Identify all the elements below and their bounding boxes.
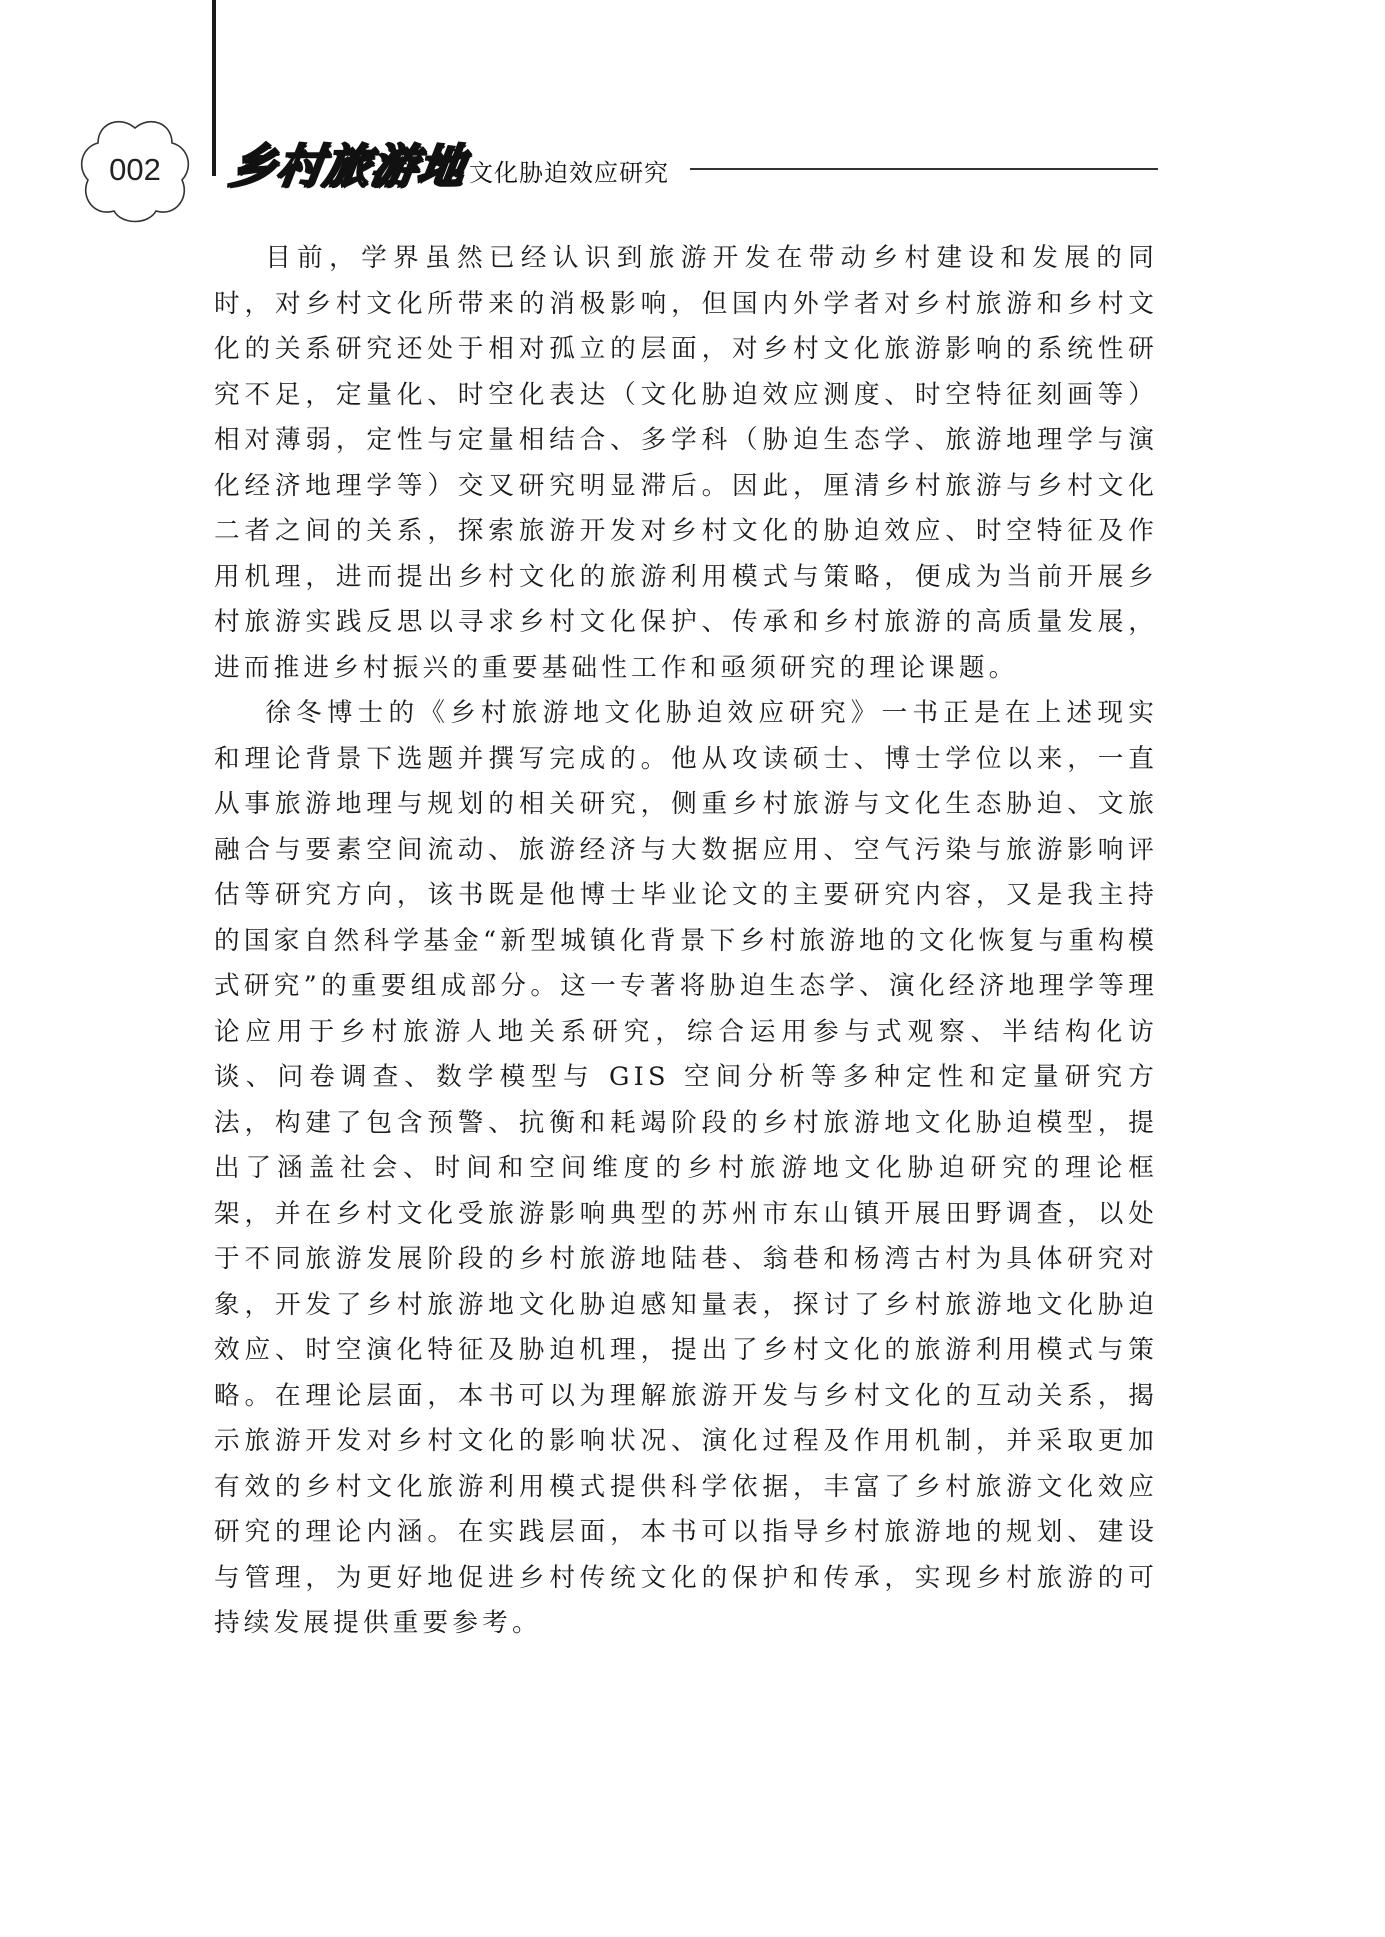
- paragraph-2: 徐冬博士的《乡村旅游地文化胁迫效应研究》一书正是在上述现实和理论背景下选题并撰写完成的。他从攻读硕士、博士学位以来，一直从事旅游地理与规划的相关研究，侧重乡村旅游与文化生态胁迫、文旅融合与要素空间流动、旅游经济与大数据应用、空气污染与旅游影响评估等研究方向，该书既是他博士毕业论文的主要研究内容，又是我主持的国家自然科学基金“新型城镇化背景下乡村旅游地的文化恢复与重构模式研究”的重要组成部分。这一专著将胁迫生态学、演化经济地理学等理论应用于乡村旅游人地关系研究，综合运用参与式观察、半结构化访谈、问卷调查、数学模型与 GIS 空间分析等多种定性和定量研究方法，构建了包含预警、抗衡和耗竭阶段的乡村旅游地文化胁迫模型，提出了涵盖社会、时间和空间维度的乡村旅游地文化胁迫研究的理论框架，并在乡村文化受旅游影响典型的苏州市东山镇开展田野调查，以处于不同旅游发展阶段的乡村旅游地陆巷、翁巷和杨湾古村为具体研究对象，开发了乡村旅游地文化胁迫感知量表，探讨了乡村旅游地文化胁迫效应、时空演化特征及胁迫机理，提出了乡村文化的旅游利用模式与策略。在理论层面，本书可以为理解旅游开发与乡村文化的互动关系，揭示旅游开发对乡村文化的影响状况、演化过程及作用机制，并采取更加有效的乡村文化旅游利用模式提供科学依据，丰富了乡村旅游文化效应研究的理论内涵。在实践层面，本书可以指导乡村旅游地的规划、建设与管理，为更好地促进乡村传统文化的保护和传承，实现乡村旅游的可持续发展提供重要参考。: [214, 698, 1158, 1638]
- page-number: 002: [109, 152, 161, 187]
- header-horizontal-rule: [690, 168, 1158, 170]
- running-header-title: [226, 134, 669, 193]
- header-vertical-rule: [212, 0, 216, 176]
- title-main: 乡村旅游地: [226, 139, 469, 193]
- page-number-badge: [80, 115, 190, 225]
- paragraph-1: 目前，学界虽然已经认识到旅游开发在带动乡村建设和发展的同时，对乡村文化所带来的消极影响，但国内外学者对乡村旅游和乡村文化的关系研究还处于相对孤立的层面，对乡村文化旅游影响的系统性研究不足，定量化、时空化表达（文化胁迫效应测度、时空特征刻画等）相对薄弱，定性与定量相结合、多学科（胁迫生态学、旅游地理学与演化经济地理学等）交叉研究明显滞后。因此，厘清乡村旅游与乡村文化二者之间的关系，探索旅游开发对乡村文化的胁迫效应、时空特征及作用机理，进而提出乡村文化的旅游利用模式与策略，便成为当前开展乡村旅游实践反思以寻求乡村文化保护、传承和乡村旅游的高质量发展，进而推进乡村振兴的重要基础性工作和亟须研究的理论课题。: [214, 243, 1158, 683]
- body-text: [214, 236, 1158, 1647]
- title-sub: 文化胁迫效应研究: [469, 159, 669, 187]
